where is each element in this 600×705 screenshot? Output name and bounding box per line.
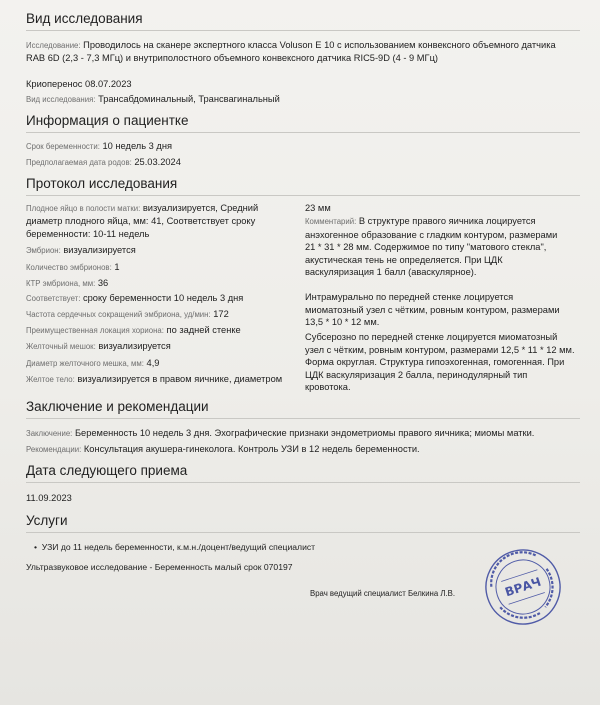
comment-line: акустическая тень не определяется. При ЦДК [305,254,503,265]
due-date-label: Предполагаемая дата родов: [26,158,132,167]
scanner-value-line2: RAB 6D (2,3 - 7,3 МГц) и внутриполостного объемного конвексного датчика RIC5-9D (4 - 9 МГц) [26,53,438,63]
divider [26,195,580,196]
ovum-line2: диаметр плодного яйца, мм: 41, Соответствует сроку [26,216,256,226]
term-value: 10 недель 3 дня [102,141,173,151]
section-title-conclusion: Заключение и рекомендации [26,399,209,414]
corpus-luteum-size: 23 мм [305,203,331,213]
embryon-row [26,244,136,258]
match-label: Соответствует: [26,294,81,303]
myoma1-line: Интрамурально по передней стенке лоцируется [305,292,514,302]
yolk-sac-label: Желточный мешок: [26,342,96,351]
yolk-sac-value: визуализируется [98,341,171,351]
section-title-protocol: Протокол исследования [26,176,178,191]
section-title-services: Услуги [26,513,68,528]
corpus-luteum-value: визуализируется в правом яичнике, диаметром [77,374,283,384]
conclusion-value: Беременность 10 недель 3 дня. Эхографические признаки эндометриомы правого яичника; миомы матки. [74,428,535,438]
conclusion-row [26,427,534,441]
heart-rate-value: 172 [213,309,229,319]
embryon-value: визуализируется [63,245,136,255]
doctor-stamp-icon [483,547,563,627]
divider [26,482,580,483]
comment-label: Комментарий: [305,217,357,226]
ovum-label: Плодное яйцо в полости матки: [26,204,141,213]
next-visit-date: 11.09.2023 [26,493,72,503]
comment-line: В структуре правого яичника лоцируется [358,216,536,226]
study-kind-label: Вид исследования: [26,95,96,104]
divider [26,132,580,133]
recommendations-row [26,443,420,457]
ktr-row [26,277,108,291]
service-summary: Ультразвуковое исследование - Беременность малый срок 070197 [26,562,293,572]
divider [26,418,580,419]
term-label: Срок беременности: [26,142,100,151]
comment-block [305,215,585,279]
scanner-label: Исследование: [26,41,81,50]
study-kind-value: Трансабдоминальный, Трансвагинальный [98,94,280,104]
comment-line: 21 * 31 * 28 мм. Содержимое по типу "матового стекла", [305,242,547,253]
myoma1-line: миоматозный узел с чётким, ровным контуром, размерами [305,304,560,315]
myoma2-line: Субсерозно по передней стенке лоцируется миоматозный [305,332,558,342]
myoma2-line: кровотока. [305,382,351,393]
service-item: • УЗИ до 11 недель беременности, к.м.н./доцент/ведущий специалист [34,542,316,552]
section-title-next-visit: Дата следующего приема [26,463,188,478]
heart-rate-label: Частота сердечных сокращений эмбриона, уд/мин: [26,310,211,319]
bullet-icon: • [34,542,42,552]
embryo-count-row [26,261,120,275]
ovum-value: визуализируется, Средний [142,203,259,213]
myoma2-line: Форма округлая. Структура гипоэхогенная, гомогенная. При [305,357,565,368]
divider [26,30,580,31]
yolk-diameter-label: Диаметр желточного мешка, мм: [26,359,144,368]
divider [26,532,580,533]
embryo-count-label: Количество эмбрионов: [26,263,112,272]
ovum-row [26,202,258,216]
ovum-line3: беременности: 10-11 недель [26,229,150,239]
heart-rate-row [26,308,229,322]
myoma2-line: узел с чётким, ровным контуром, размерами 12,5 * 11 * 12 мм. [305,344,575,355]
study-kind-row [26,93,280,107]
comment-line: васкуляризация 1 балл (аваскулярное). [305,267,477,278]
comment-line: анэхогенное образование с гладким контуром, размерами [305,229,558,240]
ktr-value: 36 [97,278,109,288]
match-row [26,292,243,306]
section-title-patient: Информация о пациентке [26,113,189,128]
conclusion-label: Заключение: [26,429,73,438]
embryon-label: Эмбрион: [26,246,61,255]
pregnancy-term-row [26,140,172,154]
section-title-study-type: Вид исследования [26,11,143,26]
myoma-subserous-block [305,331,585,394]
stamp-text: ВРАЧ [503,574,543,600]
match-value: сроку беременности 10 недель 3 дня [82,293,244,303]
due-date-value: 25.03.2024 [134,157,181,167]
embryo-count-value: 1 [114,262,120,272]
myoma2-line: ЦДК васкуляризация 2 балла, перинодулярный тип [305,369,528,380]
due-date-row [26,156,181,170]
scanner-value-line1: Проводилось на сканере экспертного класса Voluson E 10 с использованием конвексного объемного датчика [83,40,556,50]
myoma1-line: 13,5 * 10 * 12 мм. [305,317,380,328]
recommendations-value: Консультация акушера-гинеколога. Контроль УЗИ в 12 недель беременности. [83,444,420,454]
chorion-row [26,324,241,338]
yolk-diameter-row [26,357,159,371]
corpus-luteum-label: Желтое тело: [26,375,75,384]
corpus-luteum-row [26,373,282,387]
yolk-sac-row [26,340,171,354]
ktr-label: КТР эмбриона, мм: [26,279,96,288]
recommendations-label: Рекомендации: [26,445,82,454]
myoma-intramural-block [305,291,585,329]
chorion-value: по задней стенке [166,325,241,335]
doctor-signature: Врач ведущий специалист Белкина Л.В. [310,589,456,598]
chorion-label: Преимущественная локация хориона: [26,326,164,335]
yolk-diameter-value: 4,9 [146,358,160,368]
cryo-transfer: Криоперенос 08.07.2023 [26,79,132,89]
scanner-row [26,39,556,53]
